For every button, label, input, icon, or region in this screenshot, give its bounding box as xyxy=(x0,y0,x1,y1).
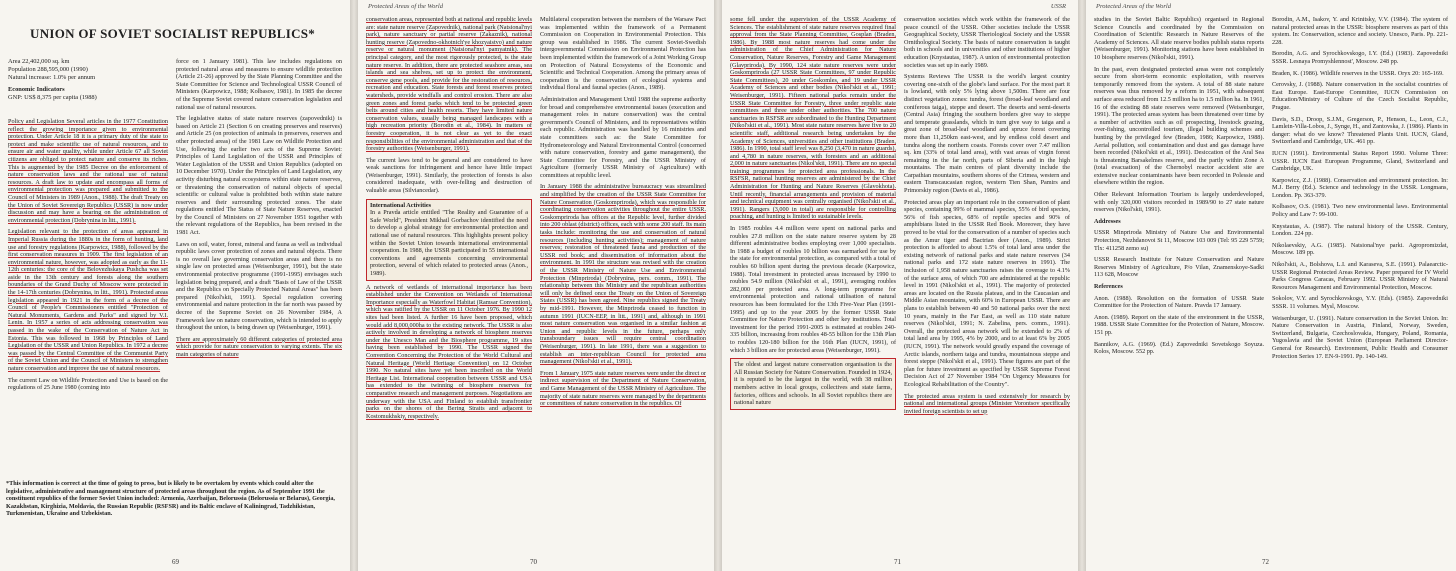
running-header: Protected Areas of the World xyxy=(1096,3,1171,10)
reference: Nikolaevskiy, A.G. (1985). Natsional'nye parki. Agropromizdat, Moscow. 189 pp. xyxy=(1272,241,1448,257)
paragraph: In January 1988 the administrative bureaucracy was streamlined and simplified by the creation of the USSR State Committee for Nature Conservation (Goskompriroda), which was responsible for coordinating conservation activities throughout the entire USSR. Goskompriroda has offices at the Republic level, further divided into 200 oblast (district) offices, each with some 200 staff. Its main tasks include: monitoring the use and conservation of natural resources (including hunting activities); management of nature reserves; restoration of threatened fauna and production of the USSR red book; and dissemination of information about the environment. In 1991 the structure was revised with the creation of the USSR Ministry of Nature Use and Environmental Protection (Minpriroda) (Dobrynina, pers. comm., 1991). The relationship between this Ministry and the republican authorities will only be defined once the Treaty on the Union of Sovereign States (USSR) has been agreed. Nine republics signed the Treaty by mid-1991. However, the Minpriroda ceased to function in autumn 1991 (IUCN-EEP, in litt., 1991) and, although in 1991 most nature conservation was organised in a similar fashion at Union and republic levels in the future, perhaps only transboundary issues will require central coordination (Weisenburger, 1991). In late 1991, there was a suggestion to establish an inter-republican Council for protected area management (Nikol'skii et al., 1991). xyxy=(540,183,706,366)
stat-gnp: GNP: US$ 8,375 per capita (1988) xyxy=(8,94,97,101)
paragraph: In 1985 roubles 4.4 million were spent on national parks and roubles 27.8 million on the state nature reserve system by 28 different administrative bodies employing over 1,000 specialists. In 1988 a budget of roubles 10 billion was earmarked for use by the state for environmental protection, as compared with a total of roubles 60 billion spent during the previous decade (Karpowicz, 1988). Total investment in protected areas increased by 1990 to roubles 54.9 million (Nikol'skii et al., 1991), averaging roubles 282,000 per protected area. A long-term programme for environmental protection and rational utilisation of natural resources has been formulated for the 13th Five-Year Plan (1991-1995) and up to the year 2005 by the former USSR State Committee for Nature Protection and other key institutions. Total investment for the period 1991-2005 is estimated at roubles 240-335 billion, increasing from roubles 48-55 billion for the 13th Plan to roubles 120-180 billion for the 16th Plan (IUCN, 1991), of which 3 billion are for protected areas (Weisenburger, 1991). xyxy=(730,225,896,354)
p72-column-2 xyxy=(1272,16,1448,549)
box-text: In a Pravda article entitled "The Reality and Guarantee of a Safe World", President Mikhail Gorbachov identified the need to develop a global strategy for environmental protection and rational use of natural resources. This highlights present policy within the Soviet Union towards international environmental cooperation. In 1988, the USSR participated in 55 international conventions and agreements concerning environmental protection, several of which related to protected areas (Anon., 1989). xyxy=(370,209,528,277)
reference: Weisenburger, U. (1991). Nature conservation in the Soviet Union. In: Nature Conservation in Austria, Finland, Norway, Sweden, Switzerland, Bulgaria, Czechoslovakia, Hungary, Poland, Romania, Yugoslavia and the Soviet Union (European Parliament Director-General for Research). Environment, Public Health and Consumer Protection Series 17. EN-9-1991. Pp. 140-149. xyxy=(1272,314,1448,360)
p69-column-1 xyxy=(8,118,168,475)
page-70 xyxy=(358,0,714,571)
paragraph: conservation societies which work within the framework of the peace council of the USSR. Other societies include the USSR Geographical Society, USSR Theriological Society and the USSR Ornithological Society. The basis of nature conservation is taught both in schools and in universities and other institutions of higher education (Knystautas, 1987). A union of environmental protection societies was set up in early 1989. xyxy=(904,16,1070,69)
running-header: Protected Areas of the World xyxy=(368,3,443,10)
page-number: 71 xyxy=(894,558,901,566)
paragraph: The legislative status of state nature reserves (zapovedniki) is based on Article 21 (Section 6 on creating preserves and reserves) and Article 25 (on protection of animals in preserves, reserves and other protected areas) of the 1981 Law on Wildlife Protection and Use, following the earlier two acts of the Supreme Soviet: Principles of Land Legislation of the USSR and Principles of Water Legislation of the USSR and Union Republics (adopted on 10 December 1970). Under the Principles of Land Legislation, any activity disturbing natural ecosystems within state nature reserves, or threatening the conservation of natural objects of special scientific or cultural value is prohibited both within state nature reserves and their surrounding protected zones. The state regulations entitled The Status of State Nature Reserves, enacted by the Council of Ministers on 27 November 1951 together with the relevant regulations of the Republics, has been revised in the 1981 Act. xyxy=(176,115,342,237)
page-gutter xyxy=(1078,0,1086,571)
p72-column-1 xyxy=(1094,16,1264,549)
paragraph: studies in the Soviet Baltic Republics) organised in Regional Science Councils and coordinated by the Commission on Coordination of Scientific Research in Nature Reserves of the Academy of Sciences. All state reserve bodies publish status reports (Weisenburger, 1991). Monitoring stations have been established in 10 biosphere reserves (Nikol'skii, 1991). xyxy=(1094,16,1264,61)
paragraph: conservation areas, represented both at national and republic levels are: state nature reserve (Zapovednik), national park (Natsional'nyi park), nature sanctuary or partial reserve (Zakaznik), national hunting reserve (Zapovedno-okhotnich'ye khozyaistvo) and nature reserve or natural monument (Natsional'nyi pamyatnik). The principal category, and the most rigorously protected, is the state nature reserve. In addition, there are protected seashore areas, sea islands and sea shelves, set up to protect the environment, conserve gene pools, and provide for the restoration of resources, recreation and education. State forests and forest reserves protect watersheds, provide windfalls and control erosion. There are also green zones and forest parks which tend to be protected green belts around cities and health resorts. They have limited nature conservation values, usually being managed landscapes with a high recreation priority (Borodin et al., 1984). In matters of forestry cooperation, it is not clear as yet to the exact responsibilities of the environmental administration and that of the forestry authorities (Weisenburger, 1991). xyxy=(366,16,532,153)
stat-econ-heading: Economic Indicators xyxy=(8,86,65,93)
paragraph: The current laws tend to be general and are considered to have weak sanctions for infringement and hence have little impact (Weisenburger, 1991). Similarly, the protection of forests is also considered inadequate, with over-felling and destruction of valuable areas (Silviancedar). xyxy=(366,156,532,195)
p71-column-2 xyxy=(904,16,1070,549)
reference: IUCN (1991). Environmental Status Report 1990. Volume Three: USSR. IUCN East European Programme, Gland, Switzerland and Cambridge, UK. xyxy=(1272,149,1448,173)
paragraph: force on 1 January 1981). This law includes regulations on protected natural areas and measures to ensure wildlife protection (Article 21-26) approved by the State Planning Committee and the State Committee for Science and Technological USSR Council of Ministers (Karpowicz, 1988; Kolbasov, 1981). In 1985 the decree of the Supreme Soviet covered nature conservation legislation and rational use of natural resources. xyxy=(176,58,342,111)
international-activities-box xyxy=(366,199,532,281)
footnote: *This information is correct at the time of going to press, but is likely to be overtaken by events which could alter the legislative, administrative and management structure of protected areas throughout the region. As of September 1991 the constituent republics of the former Soviet Union included: Armenia, Azerbaijan, Belorussia (Belorussia or Belarus), Georgia, Kazakhstan, Kirghizia, Moldavia, the Russian Republic (RSFSR) and its Baltic enclave of Kaliningrad, Tadzhikistan, Turkmenistan, Ukraine and Uzbekistan. xyxy=(6,480,335,517)
p70-column-1 xyxy=(366,16,532,549)
section-heading: Addresses xyxy=(1094,217,1121,225)
page-gutter xyxy=(350,0,358,571)
paragraph: Legislation relevant to the protection of areas appeared in Imperial Russia during the 1880s in the form of hunting, land use and forestry regulations (Karpowicz, 1988), followed by the first conservation measures in 1909. The first legislation of an environmental nature, however, was adopted as early as the 11-12th centuries: the core of the Belovezhskaya Pushcha was set aside in the 13th century and forests along the southern boundaries of the Grand Duchy of Moscow were protected in the 14-17th centuries (Dobrynina, in litt., 1991). Protected areas legislation appeared in 1921 in the form of a decree of the Council of People's Commissioners entitled "Protection of Natural Monuments, Gardens and Parks" and signed by V.I. Lenin. In 1957 a series of acts addressing conservation was passed in the wake of the Conservation of Nature Act in Estonia. This was followed in 1968 by Principles of Land Legislation of the USSR and Union Republics. In 1972 a decree was passed by the Central Committee of the Communist Party of the Soviet Union and the Council of Ministers to strengthen nature conservation and improve the use of natural resources. xyxy=(8,228,168,372)
running-header: USSR xyxy=(1050,3,1066,10)
page-title: UNION OF SOVIET SOCIALIST REPUBLICS* xyxy=(30,26,316,41)
page-71 xyxy=(722,0,1078,571)
paragraph: From 1 January 1975 state nature reserves were under the direct or indirect supervision of the Department of Nature Conservation, and Game Management of the USSR Ministry of Agriculture. The majority of state nature reserves were managed by the departments or committees of nature conservation in the republics. Of xyxy=(540,369,706,408)
reference: Anon. (1988). Resolution on the formation of USSR State Committee for the Protection of Nature. Pravda 17 January. xyxy=(1094,294,1264,310)
reference: Bannikov, A.G. (1969). (Ed.) Zapovedniki Sovetskogo Soyuza. Kolos, Moscow. 552 pp. xyxy=(1094,340,1264,356)
reference: Sokolov, V.Y. and Syrochkovskogo, Y.Y. (Eds). (1985). Zapovedniki SSSR. 11 volumes. Mysl, Moscow. xyxy=(1272,295,1448,310)
paragraph: In the past, even designated protected areas were not completely secure from short-term economic exploitation, with reserves temporarily removed from the system. A total of 88 state nature reserves was thus removed by a reform in 1951, with subsequent surface area reduced from 12.5 million ha to 1.5 million ha. In 1961, 16 of the existing 88 state reserves were removed (Weisenburger, 1991). The protected areas system has been threatened over time by a number of activities such as oil prospecting, livestock grazing, over-fishing, uncontrolled tourism, illegal building schemes and hunting by the privileged few (Braden, 1986; Karpowicz, 1988). Aerial pollution, soil contamination and dust and gas damage have been recorded (Nikol'skii et al., 1991). Desiccation of the Aral Sea is threatening Barsakelmes reserve, and the partly within Zone A (total evacuation) of the Chernobyl reactor accident site are extensive nuclear contaminants have been recorded in Polessie and elsewhere within the region. xyxy=(1094,65,1264,187)
paragraph: Protected areas play an important role in the conservation of plant species, containing 99% of mammal species, 55% of bird species, 56% of fish species, 68% of reptile species and 90% of amphibians listed in the USSR Red Book. Moreover, they have proved to be vital for the conservation of a number of species such as the Amur tiger and Bactrian deer (Anon., 1989). Strict protection is afforded to about 1.5% of total land area under the existing network of national parks and state nature reserves (34 national parks and 172 state nature reserves in 1991). The inclusion of 1,958 nature sanctuaries raises the coverage to 4.1% of the surface area, of which 700 are administered at the republic level in 1991 (Nikol'skii et al., 1991). The majority of protected areas are located on the Russia plateau, and in the Caucasian and Middle Asian mountains, with 60% in European USSR. There are plans to establish between 40 and 50 national parks over the next 10 years, mainly in the Far East, as well as 110 state nature reserves (Nikol'skii, 1991; N. Zabelina, pers. comm., 1991). Overall, the protected areas network will be extended to 2% of total land area by 1995, 4% by 2000, and to at least 6% by 2005 (IUCN, 1991). The network would greatly expand the coverage of Arctic islands, northern taiga and tundra, mountainous steppe and forest steppe (Nikol'skii et al., 1991). These figures are part of the plan for future investment as specified by USSR Supreme Forest Decision Act of 27 November 1984 "On Urgency Measures for Ecological Rehabilitation of the Country". xyxy=(904,198,1070,388)
reference: Karpowicz, Z.J. (1988). Conservation and environment protection. In: M.J. Berry (Ed.). Science and technology in the USSR. Longmans, London. Pp. 363-379. xyxy=(1272,176,1448,199)
reference: Borodin, A.M., Isakov, Y. and Krinitsky, V.V. (1984). The system of natural protected areas in the USSR: biosphere reserves as part of this system. In: Conservation, science and society. Unesco, Paris. Pp. 221-228. xyxy=(1272,16,1448,46)
p71-column-1 xyxy=(730,16,896,549)
stat-population: Population 288,595,000 (1990) xyxy=(8,66,88,73)
stat-area: Area 22,402,000 sq. km xyxy=(8,58,70,65)
box-heading: International Activities xyxy=(370,201,432,209)
paragraph: Laws on soil, water, forest, mineral and fauna as well as individual republic laws cover protection of zones and natural objects. There is no overall law governing conservation areas and there is no single law on protected areas (Weisenburger, 1991), but the state environmental protective programme (1991-1995) envisages such legislation being prepared, and a draft "Basis of Law of the USSR and the Republics on Specially Protected Natural Areas" has been prepared (Nikol'skii, 1991). Special regulation covering environmental and nature protection in the far north was passed by decree of the Supreme Soviet on 26 November 1984, A Framework law on nature conservation, which is intended to apply throughout the union, is being drawn up (Weisenburger, 1991). xyxy=(176,240,342,332)
address: USSR Minpriroda Ministry of Nature Use and Environmental Protection, Nezhdanovoi St 11, Moscow 103 009 (Tel: 95 229 5759; Tlx: 411258 zemo su) xyxy=(1094,229,1264,252)
paragraph: The protected areas system is used extensively for research by national and international groups (Minister Vorontsov specifically invited foreign scientists to set up xyxy=(904,392,1070,415)
paragraph: Other Relevant Information Tourism is largely underdeveloped, with only 320,000 visitors recorded in 1989/90 to 27 state nature reserves (Nikol'skii, 1991). xyxy=(1094,191,1264,214)
p69-column-2 xyxy=(176,58,342,475)
paragraph: Systems Reviews The USSR is the world's largest country covering one-sixth of the globe's land surface. For the most part it is lowland, with only 5% lying above 1,500m. There are four distinct vegetation zones: tundra, forest (broad-leaf woodland and coniferous taiga), steppe and desert. The deserts and semi-deserts (Central Asia) fringing the southern borders give way to steppe and temperate grasslands, which in turn give way to taiga and a great zone of broad-leaf woodland and spruce forest covering more than 11,250km east-west, and by endless cold desert and tundra along the northern coasts. Forests cover over 7.47 million sq. km (33% of total land area), with vast areas of virgin forest remaining in the far north, parts of Siberia and in the high mountains. The main centres of plant diversity include the Carpathian mountains, southern shores of the Crimea, western and eastern Transcaucasian region, western Tien Shan, Pamirs and Primorskiy region (Davis et al., 1986). xyxy=(904,73,1070,195)
section-heading: References xyxy=(1094,283,1123,290)
reference: Knystautas, A. (1987). The natural history of the USSR. Century, London. 224 pp. xyxy=(1272,222,1448,238)
page-number: 69 xyxy=(172,558,179,566)
paragraph: The current Law on Wildlife Protection and Use is based on the regulations of 25 June 1980 (coming into xyxy=(8,376,168,392)
paragraph: Multilateral cooperation between the members of the Warsaw Pact was implemented within the framework of a Permanent Commission on Cooperation in Environmental Protection. This group was established in 1986. The current Soviet-Swedish intergovernmental Commission on Environmental Protection has been implemented within the framework of a Joint Working Group on Protection of Natural Ecosystems of the Economic and Scientific and Technical Cooperation. Among the primary areas of cooperation is the conservation of ecological systems and individual floral and faunal species (Anon., 1989). xyxy=(540,16,706,92)
reference: Cerovsky, J. (1988). Nature conservation in the socialist countries of East Europe. East-Europe Committee, IUCN Commission on Education/Ministry of Culture of the Czech Socialist Republic, Prague. xyxy=(1272,81,1448,111)
paragraph: Policy and Legislation Several articles in the 1977 Constitution reflect the growing importance given to environmental protection. Under Article 18 it is a primary duty of the state to protect and make scientific use of natural resources, and to ensure air and water quality, while under Article 67 all Soviet citizens are obliged to protect nature and conserve its riches. This is augmented by the 1985 Decree on the enforcement of nature conservation laws and the rational use of natural resources. A draft law to update and encompass all forms of environmental protection was prepared and submitted to the Council of Ministers in 1989 (Anon., 1988). The draft Treaty on the Union of Soviet Sovereign Republics (USSR) is now under discussion and may have a bearing on the administration of environmental protection (Dobrynina in litt., 1991). xyxy=(8,118,168,224)
reference: Davis, S.D., Droop, S.J.M., Gregerson, P., Henson, L., Leon, C.J., Lamlein-Villa-Lobos, J., Synge, H., and Zantovska, J. (1986). Plants in danger: what do we know? Threatened Plants Unit. IUCN, Gland, Switzerland and Cambridge, UK. 461 pp. xyxy=(1272,115,1448,146)
reference: Borodin, A.G. and Syrochkovskogo, I.Y. (Ed.) (1983). Zapovedniki SSSR. Lesnaya Promyshlennost', Moscow. 248 pp. xyxy=(1272,50,1448,65)
p70-column-2 xyxy=(540,16,706,549)
reference: Nikol'skii, A., Bolshova, L.I. and Karaseva, S.E. (1991). Palaearctic-USSR Regional Protected Areas Review. Paper prepared for IV World Parks Congress Caracas, February 1992. USSR Ministry of Natural Resources Management and Environmental Protection, Moscow. xyxy=(1272,261,1448,291)
paragraph: some fell under the supervision of the USSR Academy of Sciences. The establishment of state nature reserves required final approval from the State Planning Committee, Gosplan (Braden, 1986). By 1988 most nature reserves had come under the administration of the Chief Administration for Nature Conservation, Nature Reserves, Forestry and Game Management (Glavpriroda). By 1990, 124 state nature reserves were under Goskompriroda (27 USSR State Committees, 97 under Republic State Committees), 20 under Goskomles, and 19 under USSR Academy of Sciences and other bodies (Nikol'skii et al., 1991; Weisenburger, 1991). Fifteen national parks remain under the USSR State Committee for Forestry, three under republic state committees and three under other authorities. The 700 nature sanctuaries in RSFSR are subordinated to the Hunting Department (Nikol'skii et al., 1991). Most state nature reserves have five to 20 scientific staff, additional research being undertaken by the Academy of Sciences, universities and other institutions (Braden, 1986). In 1990, total staff level was 8,250 (3,470 in nature guards), and 4,780 in nature reserves, with foresters and an additional 2,000 in nature sanctuaries (Nikol'skii, 1991). There are no special training programmes for protected area professionals. In the RSFSR, national hunting reserves are administered by the Chief Administration for Hunting and Nature Reserves (Glavokhota). Until recently, financial arrangements and provision of material and technical equipment was centrally organised (Nikol'skii et al., 1991). Rangers (3,000 in total) are responsible for controlling poaching, and hunting is limited to sustainable levels. xyxy=(730,16,896,221)
page-gutter xyxy=(714,0,722,571)
paragraph: Administration and Management Until 1988 the supreme authority for broad and comprehensive environmental issues (execution and management roles in nature conservation) was the central government's Council of Ministers, and its representatives within each republic. Administration was handled by 16 ministries and state committees such as: the State Committee for Hydrometeorology and Natural Environmental Control (concerned with nature conservation, forestry and game management), the State Committee for Forestry, and the USSR Ministry of Agriculture (formerly USSR Ministry of Agriculture) with committees at republic level. xyxy=(540,95,706,179)
page-number: 72 xyxy=(1262,558,1269,566)
paragraph: A network of wetlands of international importance has been established under the Convention on Wetlands of International Importance especially as Waterfowl Habitat (Ramsar Convention), which was ratified by the USSR on 11 October 1976. By 1990 12 sites had been listed. A further 16 have been proposed, which would add 8,000,000ha to the existing network. The USSR is also actively involved in developing a network of biosphere reserves under the Unesco Man and the Biosphere programme, 19 sites having been established by 1990. The USSR signed the Convention Concerning the Protection of the World Cultural and Natural Heritage (World Heritage Convention) on 12 October 1990. No natural sites have yet been inscribed on the World Heritage List. International cooperation between USSR and USA has extended to the twinning of biosphere reserves for comparative research and management purposes. Negotiations are underway with the USA and Finland to establish transfrontier parks on the shores of the Bering Straits and adjacent to Kostomukhskiy, respectively. xyxy=(366,283,532,420)
reference: Braden, K. (1986). Wildlife reserves in the USSR. Oryx 20: 165-169. xyxy=(1272,69,1444,77)
address: USSR Research Institute for Nature Conservation and Nature Reserves Ministry of Agriculture, P/o Vilan, Znamenskoye-Sadki 113 628, Moscow xyxy=(1094,256,1264,279)
stat-increase: Natural increase: 1.0% per annum xyxy=(8,74,96,81)
page-69 xyxy=(0,0,350,571)
nature-society-box: The oldest and largest nature conservation organisation is the All Russian Society for Nature Conservation. Founded in 1924, it is reputed to be the largest in the world, with 38 million members active in local groups, collectives and state farms, factories, offices and schools. In all Soviet republics there are national nature xyxy=(730,358,896,410)
paragraph: There are approximately 60 different categories of protected area which provide for nature conservation to varying extents. The six main categories of nature xyxy=(176,335,342,358)
reference: Anon. (1989). Report on the state of the environment in the USSR, 1988. USSR State Committee for the Protection of Nature, Moscow. 151 pp. xyxy=(1094,313,1264,336)
page-72 xyxy=(1086,0,1456,571)
page-number: 70 xyxy=(530,558,537,566)
reference: Kolbasov, O.S. (1981). Two new environmental laws. Environmental Policy and Law 7: 99-100. xyxy=(1272,203,1448,219)
